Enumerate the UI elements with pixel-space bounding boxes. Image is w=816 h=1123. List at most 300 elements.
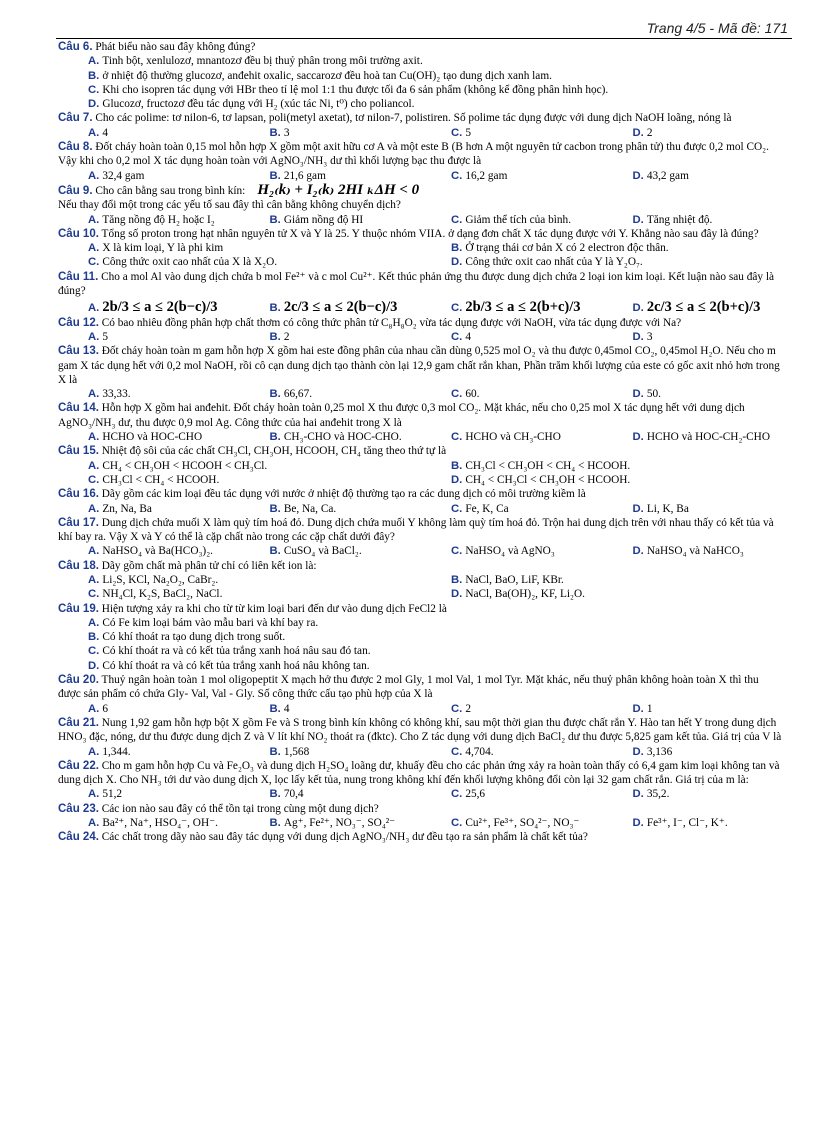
question-text: Hỗn hợp X gồm hai anđehit. Đốt cháy hoàn toàn 0,25 mol X thu được 0,3 mol CO₂. Mặt khác, nếu cho 0,25 mol X tác dụng hết với dung dịch AgNO₃/NH₃ dư, thu được 0,9 mol Ag. Công thức của hai anđehit trong X là <box>58 402 745 429</box>
answer-options <box>58 241 784 270</box>
option-letter: B. <box>269 213 281 226</box>
option-text: 32,4 gam <box>102 169 145 182</box>
answer-option-c[interactable] <box>421 169 603 183</box>
option-letter: A. <box>88 702 100 715</box>
question-10 <box>58 227 784 270</box>
option-text: Ag⁺, Fe²⁺, NO₃⁻, SO₄²⁻ <box>283 817 396 830</box>
question-text: Cho m gam hỗn hợp Cu và Fe₂O₃ và dung dịch H₂SO₄ loãng dư, khuấy đều cho các phản ứng xảy ra hoàn toàn thấy có 6,4 gam kim loại không tan và dung dịch X. Cho NH₃ tới dư vào dung dịch X, lọc lấy kết tủa, nung trong không khí đến khối lượng không đổi còn lại 32 gam chất rắn. Giá trị của m là: <box>58 759 780 787</box>
question-number: Câu 17. <box>58 516 99 529</box>
question-21 <box>58 716 784 759</box>
option-text: Có khí thoát ra và có kết tủa trắng xanh hoá nâu không tan. <box>102 659 370 672</box>
option-letter: A. <box>88 788 100 801</box>
question-number: Câu 10. <box>58 227 99 240</box>
question-number: Câu 15. <box>58 445 99 458</box>
answer-option-c[interactable] <box>421 745 603 759</box>
answer-option-b[interactable] <box>240 298 422 315</box>
answer-option-a[interactable] <box>58 54 784 68</box>
option-text: Ba²⁺, Na⁺, HSO₄⁻, OH⁻. <box>102 817 218 830</box>
answer-option-a[interactable] <box>58 126 240 140</box>
option-text: 1,568 <box>283 745 310 758</box>
option-letter: C. <box>451 388 463 401</box>
answer-option-d[interactable] <box>58 659 784 673</box>
option-letter: D. <box>632 702 644 715</box>
answer-option-b[interactable] <box>240 787 422 801</box>
answer-option-a[interactable] <box>58 430 240 444</box>
option-letter: D. <box>451 256 463 269</box>
option-letter: B. <box>88 631 100 644</box>
question-19 <box>58 602 784 673</box>
option-text: Tăng nồng độ H₂ hoặc I₂ <box>102 213 215 226</box>
option-text: Glucozơ, fructozơ đều tác dụng với H₂ (xúc tác Ni, t⁰) cho poliancol. <box>102 98 415 111</box>
answer-option-a[interactable] <box>58 387 240 401</box>
option-letter: B. <box>269 126 281 139</box>
option-text: 5 <box>102 330 108 343</box>
option-letter: D. <box>632 431 644 444</box>
answer-option-d[interactable] <box>603 816 785 830</box>
answer-option-d[interactable] <box>603 330 785 344</box>
option-letter: B. <box>451 459 463 472</box>
option-letter: A. <box>88 431 100 444</box>
answer-option-d[interactable] <box>603 787 785 801</box>
option-text: 35,2. <box>646 788 670 801</box>
question-list <box>58 40 784 845</box>
answer-option-a[interactable] <box>58 213 240 227</box>
option-text: NaCl, BaO, LiF, KBr. <box>465 573 564 586</box>
option-text: 4 <box>465 330 471 343</box>
answer-option-d[interactable] <box>603 745 785 759</box>
answer-option-b[interactable] <box>58 630 784 644</box>
answer-option-c[interactable] <box>58 473 421 487</box>
question-text: Các ion nào sau đây có thể tồn tại trong cùng một dung dịch? <box>101 802 379 815</box>
question-text: Đốt cháy hoàn toàn m gam hỗn hợp X gồm hai este đồng phân của nhau cần dùng 0,525 mol O₂ và thu được 0,45mol CO₂, 0,45mol H₂O. Nếu cho m gam X tác dụng hết với 0,2 mol NaOH, rồi cô cạn dung dịch tạo thành còn lại 12,9 gam chất rắn khan, Phần trăm khối lượng của este có gốc axit nhỏ hơn trong X là <box>58 345 780 386</box>
option-text: 50. <box>646 388 661 401</box>
answer-option-b[interactable] <box>240 430 422 444</box>
question-20 <box>58 673 784 716</box>
question-number: Câu 16. <box>58 488 99 501</box>
question-text: Cho a mol Al vào dung dịch chứa b mol Fe²⁺ và c mol Cu²⁺. Kết thúc phản ứng thu được dung dịch chứa 2 loại ion kim loại. Kết luận nào sau đây là đúng? <box>58 270 774 298</box>
answer-option-b[interactable] <box>240 745 422 759</box>
answer-options <box>58 126 784 140</box>
answer-option-b[interactable] <box>421 459 784 473</box>
question-stem <box>58 183 784 198</box>
option-letter: A. <box>88 573 100 586</box>
option-text: HCHO và HOC-CHO <box>102 431 203 444</box>
answer-option-d[interactable] <box>603 544 785 558</box>
option-letter: D. <box>632 330 644 343</box>
answer-option-c[interactable] <box>421 430 603 444</box>
answer-options <box>58 213 784 227</box>
option-text: Tăng nhiệt độ. <box>646 213 713 226</box>
option-text: 1 <box>646 702 653 715</box>
option-letter: D. <box>632 388 644 401</box>
question-number: Câu 14. <box>58 402 99 415</box>
answer-option-a[interactable] <box>58 169 240 183</box>
answer-option-d[interactable] <box>603 430 785 444</box>
answer-option-c[interactable] <box>421 702 603 716</box>
option-letter: B. <box>269 545 281 558</box>
answer-option-b[interactable] <box>240 544 422 558</box>
option-text: 16,2 gam <box>465 169 508 182</box>
option-letter: C. <box>451 431 463 444</box>
option-letter: C. <box>451 213 463 226</box>
answer-options <box>58 169 784 183</box>
option-text: 33,33. <box>102 388 131 401</box>
option-letter: A. <box>88 55 100 68</box>
question-text: Dung dịch chứa muối X làm quỳ tím hoá đỏ. Dung dịch chứa muối Y không làm quỳ tím hoá đỏ. Trộn hai dung dịch trên với nhau thấy có kết tủa và khí bay ra. Vậy X và Y có thể là cặp chất nào trong các cặp chất dưới đây? <box>58 516 774 544</box>
option-text: NaHSO₄ và AgNO₃ <box>465 545 555 558</box>
option-text: 4,704. <box>465 745 494 758</box>
question-stem <box>58 830 784 844</box>
question-text: Nung 1,92 gam hỗn hợp bột X gồm Fe và S trong bình kín không có không khí, sau một thời gian thu được chất rắn Y. Hào tan hết Y trong dung dịch HNO₃ đặc, nóng, dư thu được dung dịch Z và V lít khí NO₂ thoát ra (đktc). Cho Z tác dụng với dung dịch BaCl₂ dư thu được 5,825 gam kết tủa. Giá trị của V là <box>58 716 782 744</box>
answer-option-d[interactable] <box>421 473 784 487</box>
option-text: CH₄ < CH₃OH < HCOOH < CH₃Cl. <box>102 459 268 472</box>
question-stem <box>58 270 784 299</box>
question-stem <box>58 602 784 616</box>
option-letter: B. <box>269 302 281 315</box>
option-letter: D. <box>632 788 644 801</box>
answer-options <box>58 702 784 716</box>
option-letter: C. <box>451 788 463 801</box>
option-text: 5 <box>465 126 471 139</box>
option-letter: C. <box>451 745 463 758</box>
question-number: Câu 8. <box>58 141 93 154</box>
question-8 <box>58 140 784 183</box>
answer-options <box>58 745 784 759</box>
answer-option-c[interactable] <box>58 644 784 658</box>
option-letter: B. <box>269 788 281 801</box>
option-letter: A. <box>88 745 100 758</box>
answer-options <box>58 502 784 516</box>
option-letter: B. <box>269 702 281 715</box>
question-text: Có bao nhiêu đồng phân hợp chất thơm có công thức phân tử C₈H₈O₂ vừa tác dụng được với NaOH, vừa tác dụng được với Na? <box>101 316 682 329</box>
option-text: Cu²⁺, Fe³⁺, SO₄²⁻, NO₃⁻ <box>465 817 580 830</box>
option-text: 6 <box>102 702 108 715</box>
answer-option-a[interactable] <box>58 745 240 759</box>
answer-option-c[interactable] <box>421 544 603 558</box>
option-text: 25,6 <box>465 788 486 801</box>
question-9 <box>58 183 784 227</box>
option-letter: D. <box>451 473 463 486</box>
question-text: Nhiệt độ sôi của các chất CH₃Cl, CH₃OH, HCOOH, CH₄ tăng theo thứ tự là <box>101 445 447 458</box>
question-16 <box>58 487 784 516</box>
option-letter: B. <box>269 169 281 182</box>
answer-options <box>58 459 784 488</box>
option-text: HCHO và CH₃-CHO <box>465 431 561 444</box>
answer-option-b[interactable] <box>240 126 422 140</box>
question-text: Phát biểu nào sau đây không đúng? <box>95 41 256 53</box>
option-text: Có khí thoát ra tạo dung dịch trong suốt. <box>102 631 286 644</box>
question-number: Câu 23. <box>58 802 99 815</box>
question-13 <box>58 344 784 401</box>
answer-option-b[interactable] <box>240 816 422 830</box>
question-stem <box>58 716 784 745</box>
option-text: Li, K, Ba <box>646 502 689 515</box>
answer-options <box>58 430 784 444</box>
option-text: CH₃-CHO và HOC-CHO. <box>283 431 402 444</box>
answer-option-d[interactable] <box>603 702 785 716</box>
question-text: Đốt cháy hoàn toàn 0,15 mol hỗn hợp X gồm một axit hữu cơ A và một este B (B hơn A một nguyên tử cacbon trong phân tử) thu được 0,2 mol CO₂. Vậy khi cho 0,2 mol X tác dụng hoàn toàn với AgNO₃/NH₃ dư thì khối lượng bạc thu được là <box>58 141 769 168</box>
option-text: CuSO₄ và BaCl₂. <box>283 545 362 558</box>
option-text: 2b/3 ≤ a ≤ 2(b−c)/3 <box>102 299 218 316</box>
answer-option-a[interactable] <box>58 787 240 801</box>
question-number: Câu 12. <box>58 316 99 329</box>
answer-option-a[interactable] <box>58 459 421 473</box>
option-letter: C. <box>88 256 100 269</box>
question-text: Tổng số proton trong hạt nhân nguyên tử X và Y là 25. Y thuộc nhóm VIIA. ở dạng đơn chất X tác dụng được với Y. Khẳng nào sau đây là đúng? <box>101 227 759 240</box>
answer-option-c[interactable] <box>421 330 603 344</box>
question-stem <box>58 516 784 545</box>
question-stem <box>58 673 784 702</box>
option-letter: D. <box>88 98 100 111</box>
answer-option-a[interactable] <box>58 241 421 255</box>
question-stem <box>58 316 784 330</box>
answer-option-b[interactable] <box>58 69 784 83</box>
question-text: Cho cân bằng sau trong bình kín: <box>95 184 246 197</box>
option-letter: C. <box>88 473 100 486</box>
option-letter: B. <box>269 388 281 401</box>
answer-option-c[interactable] <box>58 255 421 269</box>
option-text: Có khí thoát ra và có kết tủa trắng xanh hoá nâu sau đó tan. <box>102 645 371 658</box>
option-text: X là kim loại, Y là phi kim <box>102 242 224 255</box>
option-text: 2c/3 ≤ a ≤ 2(b+c)/3 <box>646 299 761 316</box>
question-text: Thuỷ ngân hoàn toàn 1 mol oligopeptit X mạch hở thu được 2 mol Gly, 1 mol Val, 1 mol Tyr. Mặt khác, nếu thuỷ phân không hoàn toàn X thì thu được sản phẩm có chứa Gly- Val, Val - Gly. Số công thức cấu tạo phù hợp của X là <box>58 674 759 701</box>
option-letter: A. <box>88 545 100 558</box>
option-text: HCHO và HOC-CH₂-CHO <box>646 431 770 444</box>
answer-option-a[interactable] <box>58 573 421 587</box>
option-letter: D. <box>632 169 644 182</box>
answer-option-b[interactable] <box>240 213 422 227</box>
answer-option-d[interactable] <box>58 97 784 111</box>
header-divider <box>56 38 792 39</box>
question-stem <box>58 487 784 501</box>
answer-option-a[interactable] <box>58 616 784 630</box>
answer-options <box>58 544 784 558</box>
question-stem <box>58 344 784 387</box>
option-letter: D. <box>632 545 644 558</box>
option-letter: C. <box>451 702 463 715</box>
option-letter: B. <box>451 242 463 255</box>
question-text-continued: Nếu thay đổi một trong các yếu tố sau đây thì cân bằng không chuyển dịch? <box>58 199 401 212</box>
answer-option-d[interactable] <box>603 169 785 183</box>
question-stem <box>58 140 784 169</box>
question-stem <box>58 111 784 125</box>
option-text: NaHSO₄ và Ba(HCO₃)₂. <box>102 545 213 558</box>
question-stem <box>58 40 784 54</box>
answer-options <box>58 298 784 315</box>
question-23 <box>58 802 784 831</box>
answer-option-c[interactable] <box>421 787 603 801</box>
option-text: 21,6 gam <box>283 169 326 182</box>
question-15 <box>58 444 784 487</box>
question-24 <box>58 830 784 844</box>
option-letter: C. <box>88 645 100 658</box>
answer-option-c[interactable] <box>421 298 603 315</box>
option-text: CH₃Cl < CH₄ < HCOOH. <box>102 473 220 486</box>
answer-option-b[interactable] <box>240 387 422 401</box>
option-letter: C. <box>451 502 463 515</box>
option-letter: D. <box>451 588 463 601</box>
option-text: Be, Na, Ca. <box>283 502 337 515</box>
question-stem <box>58 759 784 788</box>
question-stem <box>58 559 784 573</box>
question-stem <box>58 444 784 458</box>
question-6 <box>58 40 784 111</box>
option-text: 1,344. <box>102 745 131 758</box>
answer-option-c[interactable] <box>421 126 603 140</box>
option-text: Tinh bột, xenlulozơ, mnantozơ đều bị thuỷ phân trong môi trường axit. <box>102 55 423 68</box>
question-number: Câu 18. <box>58 559 99 572</box>
option-text: 2 <box>646 126 653 139</box>
answer-option-d[interactable] <box>421 587 784 601</box>
option-letter: C. <box>88 588 100 601</box>
option-letter: A. <box>88 213 100 226</box>
option-letter: A. <box>88 242 100 255</box>
answer-options <box>58 616 784 673</box>
option-text: 3 <box>283 126 290 139</box>
option-letter: B. <box>88 69 100 82</box>
question-number: Câu 22. <box>58 759 99 772</box>
option-text: 3,136 <box>646 745 673 758</box>
question-12 <box>58 316 784 345</box>
option-letter: B. <box>269 817 281 830</box>
question-18 <box>58 559 784 602</box>
option-letter: C. <box>451 545 463 558</box>
option-letter: A. <box>88 126 100 139</box>
question-number: Câu 11. <box>58 270 99 283</box>
answer-option-d[interactable] <box>421 255 784 269</box>
question-number: Câu 21. <box>58 716 99 729</box>
question-stem <box>58 802 784 816</box>
question-number: Câu 9. <box>58 184 93 197</box>
answer-options <box>58 54 784 111</box>
option-text: 2c/3 ≤ a ≤ 2(b−c)/3 <box>283 299 398 316</box>
question-number: Câu 7. <box>58 112 93 125</box>
option-text: 66,67. <box>283 388 313 401</box>
page-header: Trang 4/5 - Mã đề: 171 <box>646 20 788 36</box>
option-text: Zn, Na, Ba <box>102 502 152 515</box>
option-text: 43,2 gam <box>646 169 689 182</box>
answer-option-b[interactable] <box>240 502 422 516</box>
answer-option-d[interactable] <box>603 502 785 516</box>
answer-option-c[interactable] <box>58 83 784 97</box>
option-text: Ở trạng thái cơ bản X có 2 electron độc thân. <box>465 242 669 255</box>
option-text: NaHSO₄ và NaHCO₃ <box>646 545 744 558</box>
answer-options <box>58 816 784 830</box>
answer-option-d[interactable] <box>603 387 785 401</box>
option-text: 4 <box>283 702 290 715</box>
option-text: Fe³⁺, I⁻, Cl⁻, K⁺. <box>646 817 728 830</box>
answer-option-b[interactable] <box>240 330 422 344</box>
option-text: CH₄ < CH₃Cl < CH₃OH < HCOOH. <box>465 473 631 486</box>
equilibrium-equation: H₂₍k₎ + I₂₍k₎ 2HI ₖΔH < 0 <box>257 181 420 198</box>
option-text: ở nhiệt độ thường glucozơ, anđehit oxalic, saccarozơ đều hoà tan Cu(OH)₂ tạo dung dịch xanh lam. <box>102 69 552 82</box>
question-stem <box>58 401 784 430</box>
question-text: Cho các polime: tơ nilon-6, tơ lapsan, poli(metyl axetat), tơ nilon-7, polistiren. Số polime tác dụng được với dung dịch NaOH loãng, nóng là <box>95 112 732 125</box>
answer-option-c[interactable] <box>421 213 603 227</box>
option-text: 2b/3 ≤ a ≤ 2(b+c)/3 <box>465 299 581 316</box>
option-text: 4 <box>102 126 108 139</box>
answer-option-a[interactable] <box>58 502 240 516</box>
question-text: Dãy gồm các kim loại đều tác dụng với nước ở nhiệt độ thường tạo ra các dung dịch có môi trường kiềm là <box>101 488 586 501</box>
answer-option-b[interactable] <box>240 169 422 183</box>
question-17 <box>58 516 784 559</box>
option-letter: D. <box>632 745 644 758</box>
option-text: Công thức oxit cao nhất của X là X₂O. <box>102 256 278 269</box>
answer-option-b[interactable] <box>240 702 422 716</box>
answer-option-a[interactable] <box>58 702 240 716</box>
answer-option-b[interactable] <box>421 573 784 587</box>
answer-option-d[interactable] <box>603 126 785 140</box>
question-14 <box>58 401 784 444</box>
option-letter: A. <box>88 817 100 830</box>
answer-option-a[interactable] <box>58 298 240 315</box>
question-number: Câu 13. <box>58 345 99 358</box>
option-text: 51,2 <box>102 788 123 801</box>
question-text: Dãy gồm chất mà phân tử chỉ có liên kết ion là: <box>101 559 317 572</box>
question-22 <box>58 759 784 802</box>
option-text: 70,4 <box>283 788 304 801</box>
option-letter: A. <box>88 169 100 182</box>
option-letter: B. <box>269 330 281 343</box>
answer-option-c[interactable] <box>421 387 603 401</box>
option-letter: C. <box>451 302 463 315</box>
question-number: Câu 24. <box>58 831 99 844</box>
question-7 <box>58 111 784 140</box>
question-number: Câu 6. <box>58 41 93 53</box>
question-number: Câu 19. <box>58 602 99 615</box>
answer-option-a[interactable] <box>58 330 240 344</box>
option-text: Fe, K, Ca <box>465 502 509 515</box>
answer-option-c[interactable] <box>58 587 421 601</box>
option-text: Giảm thể tích của bình. <box>465 213 572 226</box>
answer-option-c[interactable] <box>421 816 603 830</box>
option-letter: D. <box>88 659 100 672</box>
answer-option-c[interactable] <box>421 502 603 516</box>
option-text: 3 <box>646 330 653 343</box>
question-11 <box>58 270 784 316</box>
option-letter: B. <box>451 573 463 586</box>
option-text: 2 <box>465 702 471 715</box>
option-letter: A. <box>88 616 100 629</box>
option-letter: D. <box>632 817 644 830</box>
answer-options <box>58 573 784 602</box>
option-letter: D. <box>632 502 644 515</box>
option-letter: A. <box>88 502 100 515</box>
option-text: NH₄Cl, K₂S, BaCl₂, NaCl. <box>102 588 223 601</box>
option-letter: B. <box>269 745 281 758</box>
option-letter: C. <box>451 169 463 182</box>
option-letter: C. <box>451 330 463 343</box>
answer-option-a[interactable] <box>58 544 240 558</box>
option-letter: D. <box>632 126 644 139</box>
option-text: Có Fe kim loại bám vào mẫu bari và khí bay ra. <box>102 616 319 629</box>
option-letter: A. <box>88 302 100 315</box>
answer-options <box>58 330 784 344</box>
option-letter: D. <box>632 213 644 226</box>
option-letter: A. <box>88 388 100 401</box>
question-text: Hiện tượng xảy ra khi cho từ từ kim loại bari đến dư vào dung dịch FeCl2 là <box>101 602 447 615</box>
option-letter: C. <box>451 817 463 830</box>
option-letter: C. <box>451 126 463 139</box>
answer-option-a[interactable] <box>58 816 240 830</box>
answer-option-d[interactable] <box>603 213 785 227</box>
option-letter: B. <box>269 431 281 444</box>
answer-option-d[interactable] <box>603 298 785 315</box>
option-text: Giảm nồng độ HI <box>283 213 364 226</box>
answer-option-b[interactable] <box>421 241 784 255</box>
option-text: Công thức oxit cao nhất của Y là Y₂O₇. <box>465 256 643 269</box>
option-letter: A. <box>88 330 100 343</box>
